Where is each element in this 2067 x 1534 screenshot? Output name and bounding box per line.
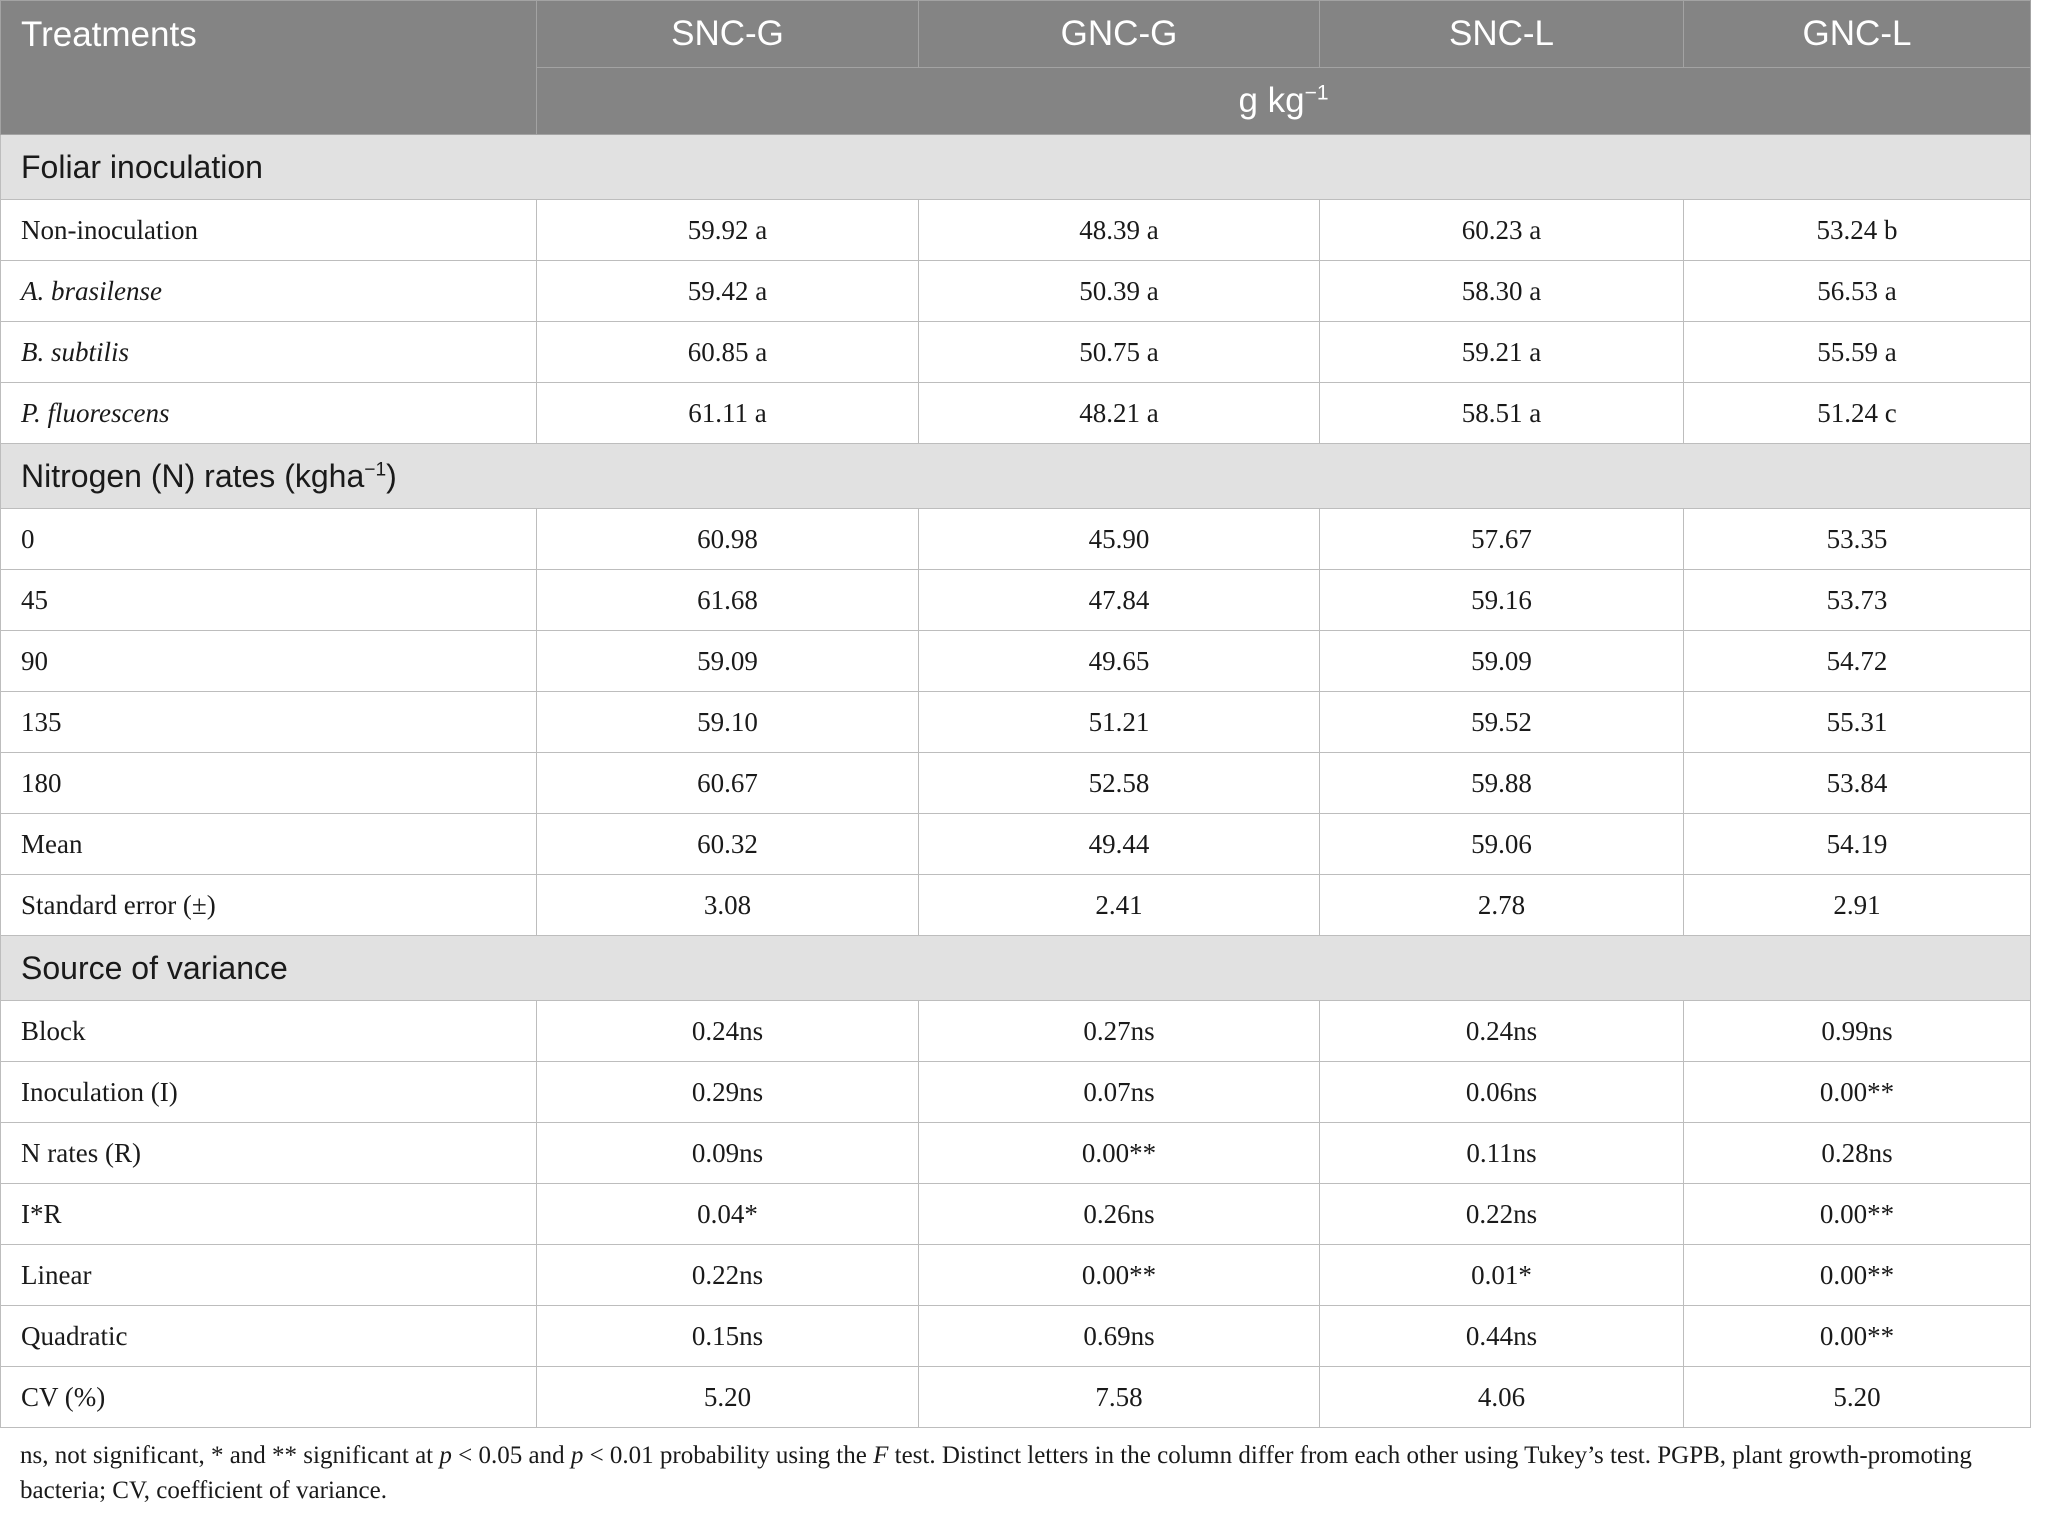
header-col-gnc-g: GNC-G (919, 1, 1320, 68)
section-title-text: Source of variance (21, 949, 288, 986)
table-row (1, 814, 2031, 875)
table-cell: 50.39 a (919, 261, 1320, 322)
table-cell: 7.58 (919, 1367, 1320, 1428)
table-cell: 0.11ns (1320, 1123, 1684, 1184)
table-row (1, 383, 2031, 444)
row-label: 90 (1, 631, 537, 692)
table-row (1, 753, 2031, 814)
table-cell: 54.19 (1684, 814, 2031, 875)
table-cell: 60.32 (537, 814, 919, 875)
section-title-sup: −1 (364, 458, 387, 480)
row-label: Quadratic (1, 1306, 537, 1367)
table-cell: 0.15ns (537, 1306, 919, 1367)
header-treatments: Treatments (1, 1, 537, 135)
table-cell: 59.06 (1320, 814, 1684, 875)
row-label: 45 (1, 570, 537, 631)
table-cell: 54.72 (1684, 631, 2031, 692)
table-cell: 0.27ns (919, 1001, 1320, 1062)
table-cell: 0.29ns (537, 1062, 919, 1123)
table-cell: 48.21 a (919, 383, 1320, 444)
header-col-gnc-l: GNC-L (1684, 1, 2031, 68)
row-label: B. subtilis (1, 322, 537, 383)
table-cell: 4.06 (1320, 1367, 1684, 1428)
table-cell: 59.09 (537, 631, 919, 692)
row-label: Block (1, 1001, 537, 1062)
footnote-text-2: < 0.05 and (451, 1442, 571, 1469)
table-cell: 0.00** (1684, 1184, 2031, 1245)
table-cell: 53.84 (1684, 753, 2031, 814)
footnote-p-2: p (570, 1442, 584, 1469)
table-cell: 45.90 (919, 509, 1320, 570)
table-cell: 59.10 (537, 692, 919, 753)
table-cell: 60.85 a (537, 322, 919, 383)
section-row (1, 444, 2031, 509)
table-cell: 0.06ns (1320, 1062, 1684, 1123)
table-cell: 53.24 b (1684, 200, 2031, 261)
table-header (1, 1, 2031, 135)
section-title-text: Foliar inoculation (21, 148, 263, 185)
section-title (1, 936, 2031, 1001)
row-label: 0 (1, 509, 537, 570)
table-cell: 55.59 a (1684, 322, 2031, 383)
table-cell: 49.65 (919, 631, 1320, 692)
table-cell: 61.11 a (537, 383, 919, 444)
table-row (1, 1245, 2031, 1306)
row-label: I*R (1, 1184, 537, 1245)
table-cell: 60.23 a (1320, 200, 1684, 261)
table-cell: 57.67 (1320, 509, 1684, 570)
table-cell: 53.73 (1684, 570, 2031, 631)
header-col-snc-l: SNC-L (1320, 1, 1684, 68)
table-row (1, 261, 2031, 322)
table-cell: 0.44ns (1320, 1306, 1684, 1367)
table-cell: 0.24ns (537, 1001, 919, 1062)
table-cell: 59.52 (1320, 692, 1684, 753)
table-cell: 52.58 (919, 753, 1320, 814)
row-label: N rates (R) (1, 1123, 537, 1184)
table-row (1, 200, 2031, 261)
row-label: Mean (1, 814, 537, 875)
table-cell: 0.00** (1684, 1245, 2031, 1306)
table-cell: 0.00** (919, 1123, 1320, 1184)
unit-sup: −1 (1304, 81, 1329, 105)
table-cell: 59.42 a (537, 261, 919, 322)
row-label: Non-inoculation (1, 200, 537, 261)
table-cell: 0.26ns (919, 1184, 1320, 1245)
table-cell: 5.20 (537, 1367, 919, 1428)
row-label: Inoculation (I) (1, 1062, 537, 1123)
table-body (1, 135, 2031, 1428)
table-cell: 59.09 (1320, 631, 1684, 692)
table-cell: 0.99ns (1684, 1001, 2031, 1062)
table-cell: 51.21 (919, 692, 1320, 753)
section-title-suffix: ) (386, 457, 397, 494)
table-cell: 0.01* (1320, 1245, 1684, 1306)
table-row (1, 570, 2031, 631)
table-cell: 58.51 a (1320, 383, 1684, 444)
row-label: Standard error (±) (1, 875, 537, 936)
table-cell: 2.91 (1684, 875, 2031, 936)
table-row (1, 509, 2031, 570)
footnote-f: F (873, 1442, 889, 1469)
table-row (1, 1306, 2031, 1367)
row-label: 180 (1, 753, 537, 814)
table-cell: 60.67 (537, 753, 919, 814)
table-cell: 0.04* (537, 1184, 919, 1245)
row-label: A. brasilense (1, 261, 537, 322)
table-cell: 0.09ns (537, 1123, 919, 1184)
footnote-text-3: < 0.01 probability using the (583, 1442, 874, 1469)
table-cell: 59.92 a (537, 200, 919, 261)
table-footnote (0, 1428, 2030, 1508)
unit-base: g kg (1238, 81, 1305, 120)
row-label: 135 (1, 692, 537, 753)
table-row (1, 631, 2031, 692)
table-cell: 51.24 c (1684, 383, 2031, 444)
table-cell: 53.35 (1684, 509, 2031, 570)
table-cell: 5.20 (1684, 1367, 2031, 1428)
table-cell: 0.00** (919, 1245, 1320, 1306)
table-cell: 56.53 a (1684, 261, 2031, 322)
table-row (1, 692, 2031, 753)
footnote-text-4: test. Distinct letters in the column differ from each other using Tukey’s test. PGPB, plant growth-promoting bacteria; CV, coefficient of variance. (20, 1442, 1972, 1504)
table-cell: 0.00** (1684, 1306, 2031, 1367)
table-cell: 0.69ns (919, 1306, 1320, 1367)
footnote-p-1: p (439, 1442, 452, 1469)
table-cell: 50.75 a (919, 322, 1320, 383)
table-cell: 61.68 (537, 570, 919, 631)
table-cell: 59.21 a (1320, 322, 1684, 383)
table-cell: 55.31 (1684, 692, 2031, 753)
table-cell: 58.30 a (1320, 261, 1684, 322)
table-cell: 0.22ns (1320, 1184, 1684, 1245)
table-row (1, 1123, 2031, 1184)
table-cell: 3.08 (537, 875, 919, 936)
section-row (1, 135, 2031, 200)
section-title (1, 444, 2031, 509)
table-cell: 60.98 (537, 509, 919, 570)
row-label: CV (%) (1, 1367, 537, 1428)
table-cell: 0.28ns (1684, 1123, 2031, 1184)
table-cell: 48.39 a (919, 200, 1320, 261)
table-cell: 59.16 (1320, 570, 1684, 631)
table-row (1, 322, 2031, 383)
table-row (1, 1062, 2031, 1123)
table-row (1, 1184, 2031, 1245)
row-label: P. fluorescens (1, 383, 537, 444)
table-cell: 0.24ns (1320, 1001, 1684, 1062)
table-cell: 2.78 (1320, 875, 1684, 936)
table-cell: 49.44 (919, 814, 1320, 875)
section-title (1, 135, 2031, 200)
table-row (1, 1367, 2031, 1428)
table-row (1, 875, 2031, 936)
section-row (1, 936, 2031, 1001)
row-label: Linear (1, 1245, 537, 1306)
header-col-snc-g: SNC-G (537, 1, 919, 68)
section-title-text: Nitrogen (N) rates (kgha (21, 457, 365, 494)
table-cell: 0.22ns (537, 1245, 919, 1306)
footnote-text-1: ns, not significant, * and ** significant at (20, 1442, 440, 1469)
table-cell: 2.41 (919, 875, 1320, 936)
table-cell: 47.84 (919, 570, 1320, 631)
table-cell: 0.00** (1684, 1062, 2031, 1123)
table-cell: 59.88 (1320, 753, 1684, 814)
table-cell: 0.07ns (919, 1062, 1320, 1123)
header-unit (537, 68, 2031, 135)
table-row (1, 1001, 2031, 1062)
